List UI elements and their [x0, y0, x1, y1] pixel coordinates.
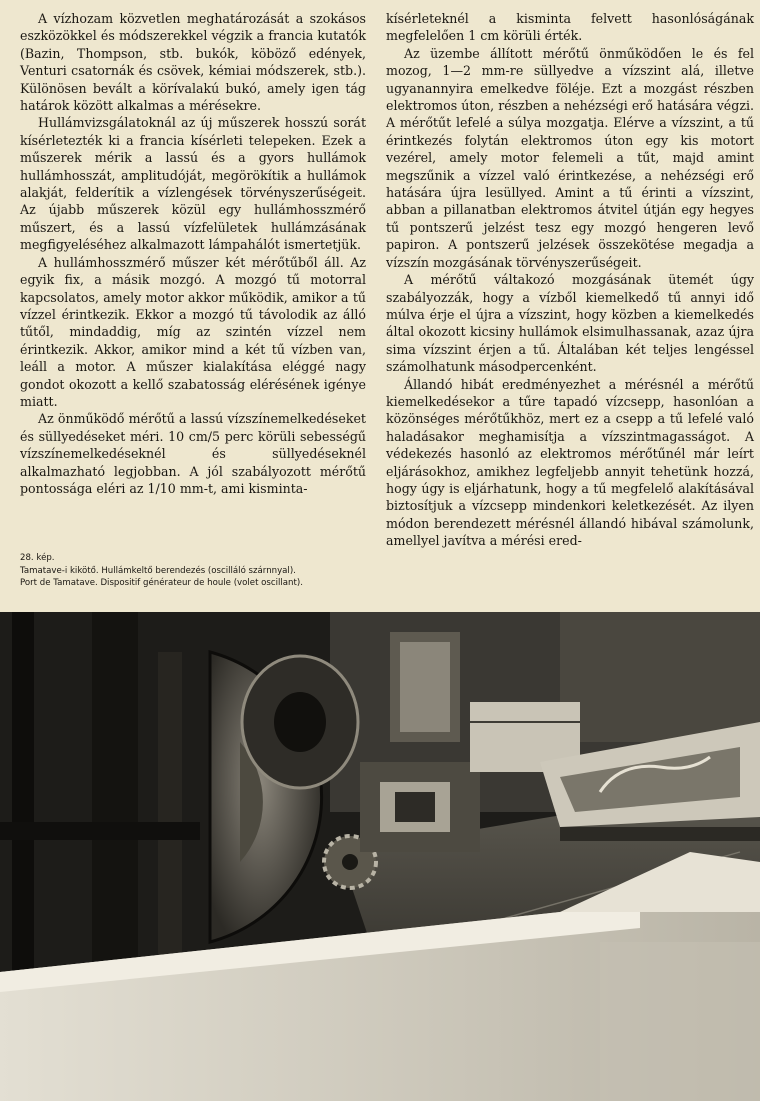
paragraph-automatic-needle: Az önműködő mérőtű a lassú vízszínemelkedéseket és süllyedéseket méri. 10 cm/5 perc körüli sebességű vízszínemelkedéseknél és süllyedéseknél alkalmazható legjobban. A jól szabályozott mérőtű pontossága eléri az 1/10 mm-t, ami kisminta-: [20, 411, 366, 496]
photo-illustration: [0, 612, 760, 1101]
right-column: [386, 10, 754, 550]
paragraph-discharge-measurement: A vízhozam közvetlen meghatározását a szokásos eszközökkel és módszerekkel végzik a francia kutatók (Bazin, Thompson, stb. bukók, köböző edények, Venturi csatornák és csövek, kémiai módszerek, stb.). Különösen bevált a körívalakú bukó, amely igen tág határok között alkalmas a mérésekre.: [20, 11, 366, 114]
caption-french: Port de Tamatave. Dispositif générateur de houle (volet oscillant).: [20, 578, 303, 588]
caption-hungarian: Tamatave-i kikötő. Hullámkeltő berendezés (oscilláló szárnnyal).: [20, 565, 296, 576]
figure-number: 28. kép.: [20, 553, 55, 563]
paragraph-water-drop-error: Állandó hibát eredményezhet a mérésnél a mérőtű kiemelkedésekor a tűre tapadó vízcsepp, hasonlóan a közönséges mérőtűkhöz, mert ez a csepp a tű lefelé való haladásakor meghamisítja a vízszintmagasságot. A védekezés hasonló az elektromos mérőtűnél már leírt eljárásokhoz, amikhez legfeljebb annyit tehetünk hozzá, hogy úgy is eljárhatunk, hogy a tű megfelelő alakításával biztosítjuk a vízcsepp mindenkori keletkezését. Az ilyen módon berendezett mérésnél állandó hibával számolunk, amellyel javítva a mérési ered-: [386, 376, 754, 549]
figure-caption: [20, 552, 370, 590]
paragraph-needle-rhythm: A mérőtű váltakozó mozgásának ütemét úgy szabályozzák, hogy a vízből kiemelkedő tű annyi idő múlva érje el újra a vízszint, hogy közben a kiemelkedés által okozott kicsiny hullámok elsimulhassanak, azaz újra sima vízszint érjen a tű. Általában két teljes lengéssel számolhatunk másodpercenként.: [386, 272, 754, 375]
paragraph-needle-operation: Az üzembe állított mérőtű önműködően le és fel mozog, 1—2 mm-re süllyedve a vízszint alá, illetve ugyanannyira emelkedve föléje. Ezt a mozgást részben elektromos úton, részben a nehézségi erő hatására végzi. A mérőtűt lefelé a súlya mozgatja. Elérve a vízszint, a tű érintkezés folytán elektromos úton egy kis motort vezérel, amely motor felemeli a tűt, majd amint megszűnik a vízzel való érintkezése, a nehézségi erő hatására újra lesüllyed. Amint a tű érinti a vízszint, abban a pillanatban elektromos átvitel útján egy hegyes tű pontszerű jelzést tesz egy mozgó hengeren levő papiron. A pontszerű jelzések összekötése megadja a vízszín mozgásának törvényszerűségeit.: [386, 45, 754, 270]
paragraph-wave-instruments: Hullámvizsgálatoknál az új műszerek hosszú sorát kísérletezték ki a francia kísérleti telepeken. Ezek a műszerek mérik a lassú és a gyors hullámok hullámhosszát, amplitudóját, megörökítik a hullámok alakját, felderítik a vízlengések törvényszerűségeit. Az újabb műszerek közül egy hullámhosszmérő műszert, és a lassú vízfelületek hullámzásának megfigyeléséhez alkalmazott lámpahálót ismertetjük.: [20, 115, 366, 253]
paragraph-continuation: kísérleteknél a kisminta felvett hasonlóságának megfelelően 1 cm körüli érték.: [386, 11, 754, 44]
paragraph-wavelength-meter: A hullámhosszmérő műszer két mérőtűből áll. Az egyik fix, a másik mozgó. A mozgó tű motorral kapcsolatos, amely motor akkor működik, amikor a tű vízzel érintkezik. Ekkor a mozgó tű távolodik az álló tűtől, mindaddig, míg az szintén vízzel nem érintkezik. Akkor, amikor mind a két tű vízben van, leáll a motor. A műszer kialakítása eléggé nagy gondot okozott a kellő szabatosság elérésének igénye miatt.: [20, 254, 366, 409]
wave-generator-photo: [0, 612, 760, 1101]
left-column: [20, 10, 366, 497]
